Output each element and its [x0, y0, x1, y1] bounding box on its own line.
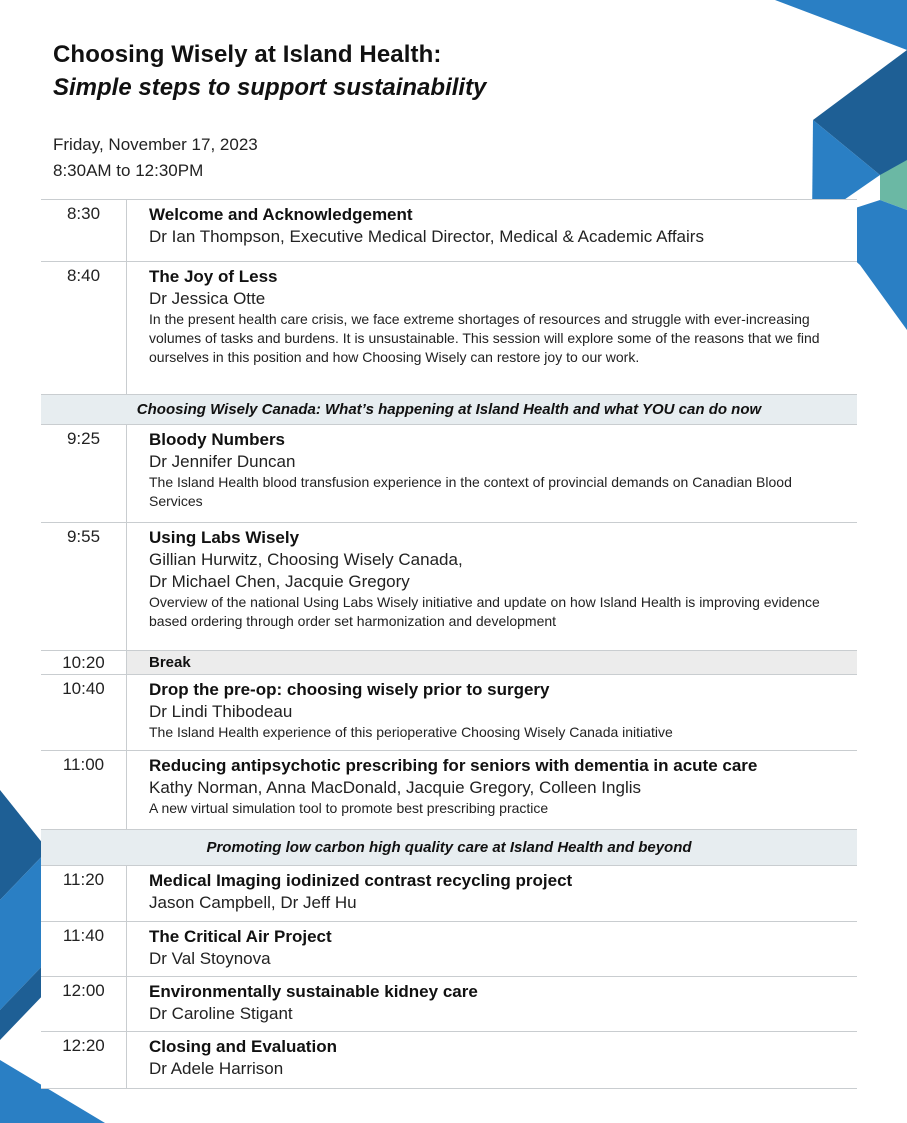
- session-body: [127, 200, 857, 261]
- session-body: [127, 751, 857, 829]
- deco-shape: [775, 0, 907, 50]
- session-body: [127, 1032, 857, 1088]
- session-time: 10:40: [41, 675, 127, 750]
- agenda-row: [41, 675, 857, 751]
- session-time: 8:30: [41, 200, 127, 261]
- agenda-row: [41, 922, 857, 977]
- session-title: Welcome and Acknowledgement: [149, 205, 413, 224]
- session-body: [127, 262, 857, 394]
- session-description: In the present health care crisis, we face extreme shortages of resources and struggle with ever-increasing volumes of tasks and burdens. It is unsustainable. This session will explore some of the reasons that we find ourselves in this position and how Choosing Wisely can restore joy to our work.: [149, 311, 820, 365]
- event-time-range: 8:30AM to 12:30PM: [53, 161, 204, 180]
- session-speaker: Dr Jennifer Duncan: [149, 452, 296, 471]
- agenda-row: [41, 425, 857, 523]
- page-title: Choosing Wisely at Island Health:: [53, 41, 442, 68]
- session-time: 9:55: [41, 523, 127, 650]
- session-body: [127, 425, 857, 522]
- document-header: [53, 38, 486, 104]
- section-heading: Choosing Wisely Canada: What’s happening at Island Health and what YOU can do now: [41, 395, 857, 425]
- session-description: A new virtual simulation tool to promote best prescribing practice: [149, 800, 549, 816]
- agenda-row: [41, 866, 857, 922]
- session-time: 10:20: [41, 651, 127, 674]
- session-title: The Joy of Less: [149, 267, 278, 286]
- agenda-row: [41, 977, 857, 1032]
- agenda-table: [41, 199, 857, 1089]
- session-description: Overview of the national Using Labs Wisely initiative and update on how Island Health is improving evidence based ordering through order set harmonization and development: [149, 594, 820, 629]
- session-title: Bloody Numbers: [149, 430, 286, 449]
- session-speaker: Dr Jessica Otte: [149, 289, 266, 308]
- agenda-row: [41, 751, 857, 830]
- session-speaker: Dr Caroline Stigant: [149, 1004, 293, 1023]
- event-date-block: [53, 132, 258, 184]
- session-time: 11:40: [41, 922, 127, 976]
- session-title: Drop the pre-op: choosing wisely prior to surgery: [149, 680, 550, 699]
- section-heading: Promoting low carbon high quality care at Island Health and beyond: [41, 830, 857, 866]
- session-speaker-line-2: Dr Michael Chen, Jacquie Gregory: [149, 572, 410, 591]
- session-body: [127, 977, 857, 1031]
- session-body: [127, 523, 857, 650]
- session-body: [127, 866, 857, 921]
- session-time: 11:20: [41, 866, 127, 921]
- agenda-row: [41, 199, 857, 262]
- session-time: 12:00: [41, 977, 127, 1031]
- session-time: 8:40: [41, 262, 127, 394]
- page-subtitle: Simple steps to support sustainability: [53, 74, 487, 101]
- session-title: Closing and Evaluation: [149, 1037, 337, 1056]
- session-speaker: Dr Val Stoynova: [149, 949, 271, 968]
- session-title: Medical Imaging iodinized contrast recycling project: [149, 871, 573, 890]
- session-speaker: Dr Adele Harrison: [149, 1059, 284, 1078]
- session-speaker: Dr Ian Thompson, Executive Medical Director, Medical & Academic Affairs: [149, 227, 704, 246]
- session-description: The Island Health experience of this perioperative Choosing Wisely Canada initiative: [149, 724, 673, 740]
- session-title: Reducing antipsychotic prescribing for seniors with dementia in acute care: [149, 756, 758, 775]
- agenda-row: [41, 262, 857, 395]
- session-speaker: Dr Lindi Thibodeau: [149, 702, 293, 721]
- session-speaker: Gillian Hurwitz, Choosing Wisely Canada,: [149, 550, 463, 569]
- break-row: [41, 651, 857, 675]
- session-body: [127, 922, 857, 976]
- session-time: 11:00: [41, 751, 127, 829]
- session-time: 9:25: [41, 425, 127, 522]
- session-speaker: Kathy Norman, Anna MacDonald, Jacquie Gregory, Colleen Inglis: [149, 778, 641, 797]
- session-description: The Island Health blood transfusion experience in the context of provincial demands on Canadian Blood Services: [149, 474, 792, 509]
- session-body: [127, 651, 857, 674]
- agenda-row: [41, 523, 857, 651]
- session-speaker: Jason Campbell, Dr Jeff Hu: [149, 893, 357, 912]
- session-time: 12:20: [41, 1032, 127, 1088]
- agenda-row: [41, 1032, 857, 1089]
- session-title: The Critical Air Project: [149, 927, 332, 946]
- break-label: Break: [149, 654, 191, 671]
- event-date: Friday, November 17, 2023: [53, 135, 258, 154]
- session-body: [127, 675, 857, 750]
- session-title: Environmentally sustainable kidney care: [149, 982, 478, 1001]
- session-title: Using Labs Wisely: [149, 528, 300, 547]
